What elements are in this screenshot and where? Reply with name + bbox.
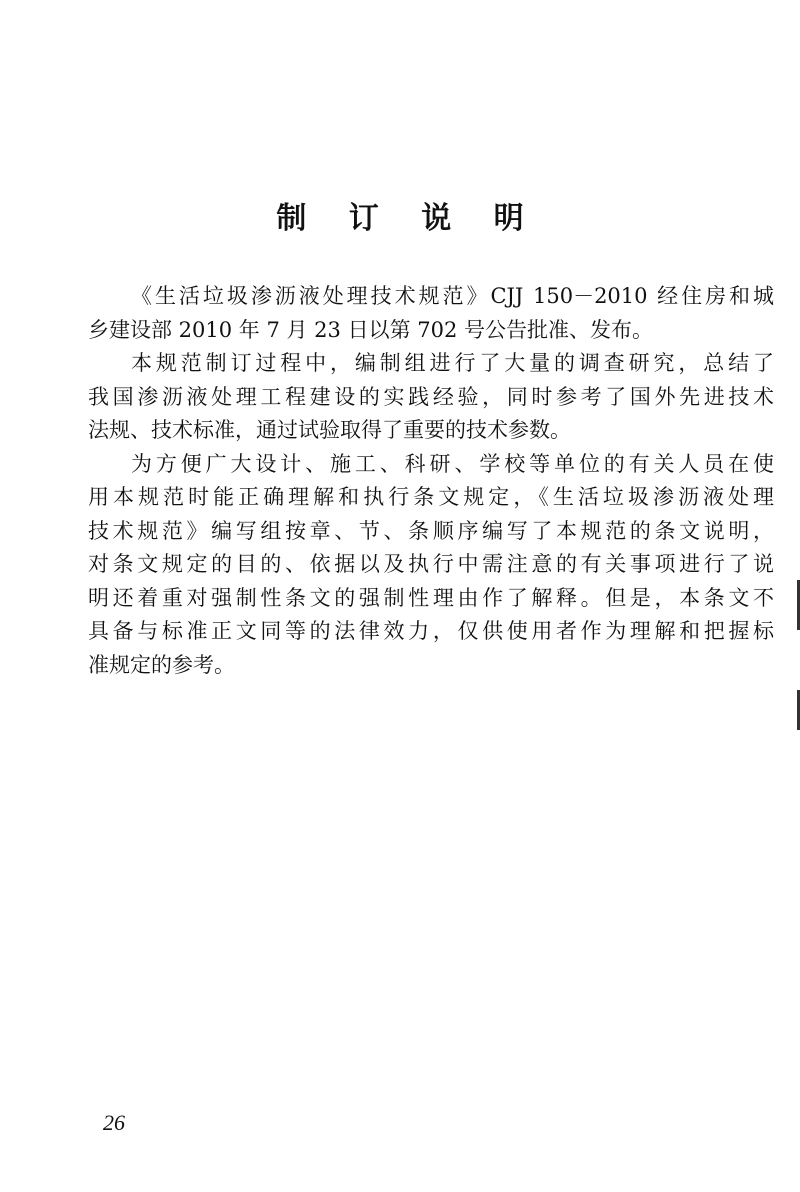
page-number: 26: [103, 1110, 125, 1135]
paragraph-1-line-2: 乡建设部 2010 年 7 月 23 日以第 702 号公告批准、发布。: [88, 317, 654, 342]
paragraph-2-line-1: 本规范制订过程中，编制组进行了大量的调查研究，总结了: [131, 351, 774, 375]
paragraph-3-line-2: 用本规范时能正确理解和执行条文规定，《生活垃圾渗沥液处理: [88, 485, 774, 509]
paragraph-3-line-3: 技术规范》编写组按章、节、条顺序编写了本规范的条文说明，: [88, 518, 774, 543]
paragraph-3-line-4: 对条文规定的目的、依据以及执行中需注意的有关事项进行了说: [88, 552, 774, 576]
paragraph-3-line-6: 具备与标准正文同等的法律效力，仅供使用者作为理解和把握标: [88, 619, 774, 643]
paragraph-3-line-1: 为方便广大设计、施工、科研、学校等单位的有关人员在使: [131, 451, 774, 476]
paragraph-3-line-7: 准规定的参考。: [88, 652, 235, 677]
paragraph-1-line-1: 《生活垃圾渗沥液处理技术规范》CJJ 150－2010 经住房和城: [131, 284, 774, 308]
page-title: 制 订 说 明: [276, 201, 540, 236]
paragraph-2-line-3: 法规、技术标准，通过试验取得了重要的技术参数。: [88, 418, 571, 442]
paragraph-3-line-5: 明还着重对强制性条文的强制性理由作了解释。但是，本条文不: [88, 585, 774, 610]
document-body: [88, 280, 774, 682]
paragraph-2-line-2: 我国渗沥液处理工程建设的实践经验，同时参考了国外先进技术: [88, 384, 774, 409]
